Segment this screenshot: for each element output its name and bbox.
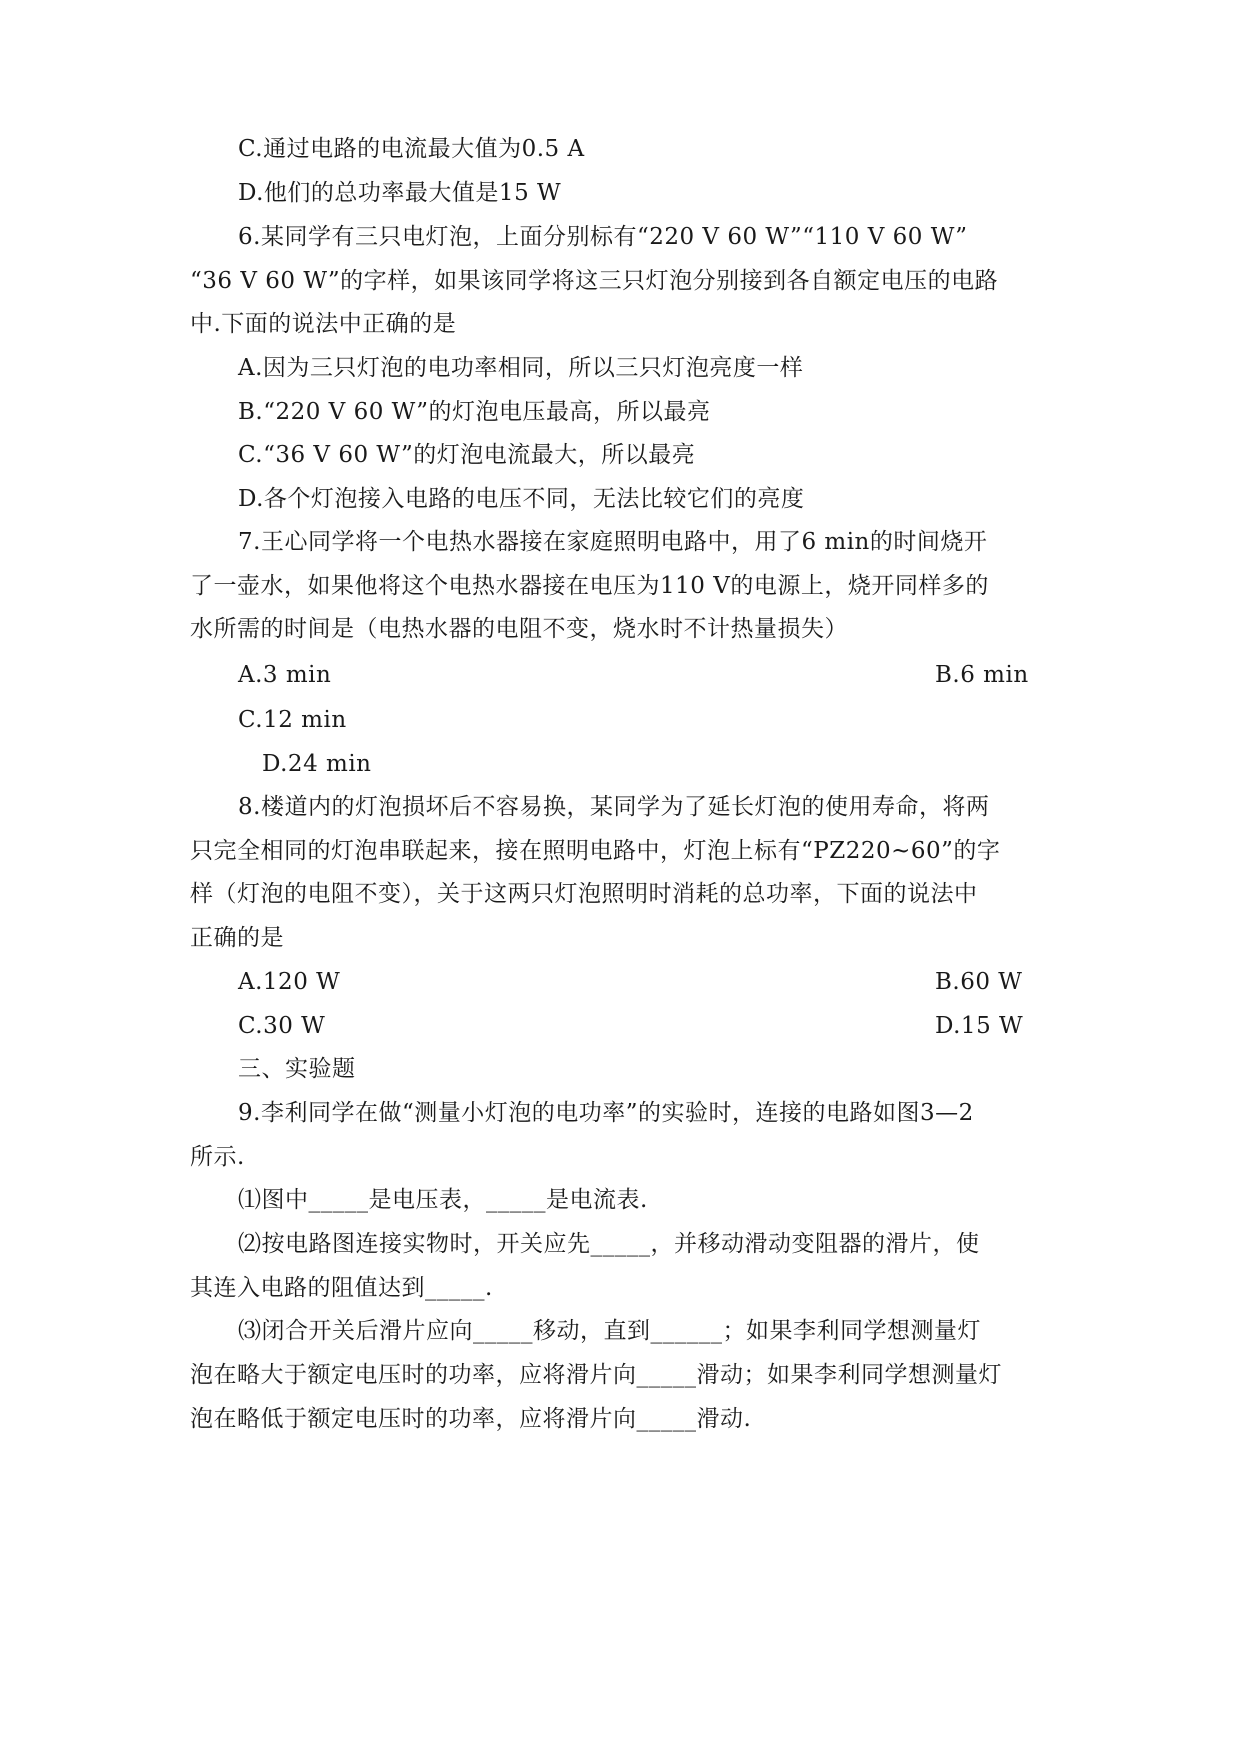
q8-stem-line3: 样（灯泡的电阻不变），关于这两只灯泡照明时消耗的总功率，下面的说法中 [190, 881, 978, 907]
q8-stem-line1: 8.楼道内的灯泡损坏后不容易换，某同学为了延长灯泡的使用寿命，将两 [238, 794, 990, 820]
q6-option-b: B.“220 V 60 W”的灯泡电压最高，所以最亮 [238, 399, 711, 425]
q6-option-a: A.因为三只灯泡的电功率相同，所以三只灯泡亮度一样 [238, 355, 804, 381]
q7-stem-line2: 了一壶水，如果他将这个电热水器接在电压为110 V的电源上，烧开同样多的 [190, 573, 989, 599]
q8-option-d: D.15 W [935, 1013, 1024, 1039]
q9-part2-line2: 其连入电路的阻值达到_____. [190, 1275, 493, 1301]
q8-stem-line4: 正确的是 [190, 925, 284, 951]
q7-option-c: C.12 min [238, 707, 347, 733]
q6-stem-line2: “36 V 60 W”的字样，如果该同学将这三只灯泡分别接到各自额定电压的电路 [190, 268, 999, 294]
q7-stem-line3: 水所需的时间是（电热水器的电阻不变，烧水时不计热量损失） [190, 616, 848, 642]
q7-option-b: B.6 min [935, 662, 1029, 688]
section3-title: 三、实验题 [238, 1056, 356, 1082]
q7-option-a: A.3 min [238, 662, 332, 688]
q5-option-c: C.通过电路的电流最大值为0.5 A [238, 136, 585, 162]
q7-option-d: D.24 min [262, 751, 372, 777]
q9-part3-line1: ⑶闭合开关后滑片应向_____移动，直到______；如果李利同学想测量灯 [238, 1318, 981, 1344]
q7-stem-line1: 7.王心同学将一个电热水器接在家庭照明电路中，用了6 min的时间烧开 [238, 529, 988, 555]
q9-stem-line1: 9.李利同学在做“测量小灯泡的电功率”的实验时，连接的电路如图3—2 [238, 1100, 974, 1126]
q8-stem-line2: 只完全相同的灯泡串联起来，接在照明电路中，灯泡上标有“PZ220~60”的字 [190, 838, 1001, 864]
q5-option-d: D.他们的总功率最大值是15 W [238, 180, 562, 206]
q9-stem-line2: 所示. [190, 1144, 245, 1170]
q9-part1: ⑴图中_____是电压表，_____是电流表. [238, 1187, 648, 1213]
q8-option-a: A.120 W [238, 969, 341, 995]
q9-part3-line3: 泡在略低于额定电压时的功率，应将滑片向_____滑动. [190, 1406, 752, 1432]
q6-option-c: C.“36 V 60 W”的灯泡电流最大，所以最亮 [238, 442, 696, 468]
q8-option-b: B.60 W [935, 969, 1023, 995]
q9-part3-line2: 泡在略大于额定电压时的功率，应将滑片向_____滑动；如果李利同学想测量灯 [190, 1362, 1002, 1388]
q6-stem-line3: 中.下面的说法中正确的是 [190, 311, 457, 337]
q9-part2-line1: ⑵按电路图连接实物时，开关应先_____，并移动滑动变阻器的滑片，使 [238, 1231, 980, 1257]
q8-option-c: C.30 W [238, 1013, 326, 1039]
q6-option-d: D.各个灯泡接入电路的电压不同，无法比较它们的亮度 [238, 486, 805, 512]
q6-stem-line1: 6.某同学有三只电灯泡，上面分别标有“220 V 60 W”“110 V 60 W” [238, 224, 968, 250]
